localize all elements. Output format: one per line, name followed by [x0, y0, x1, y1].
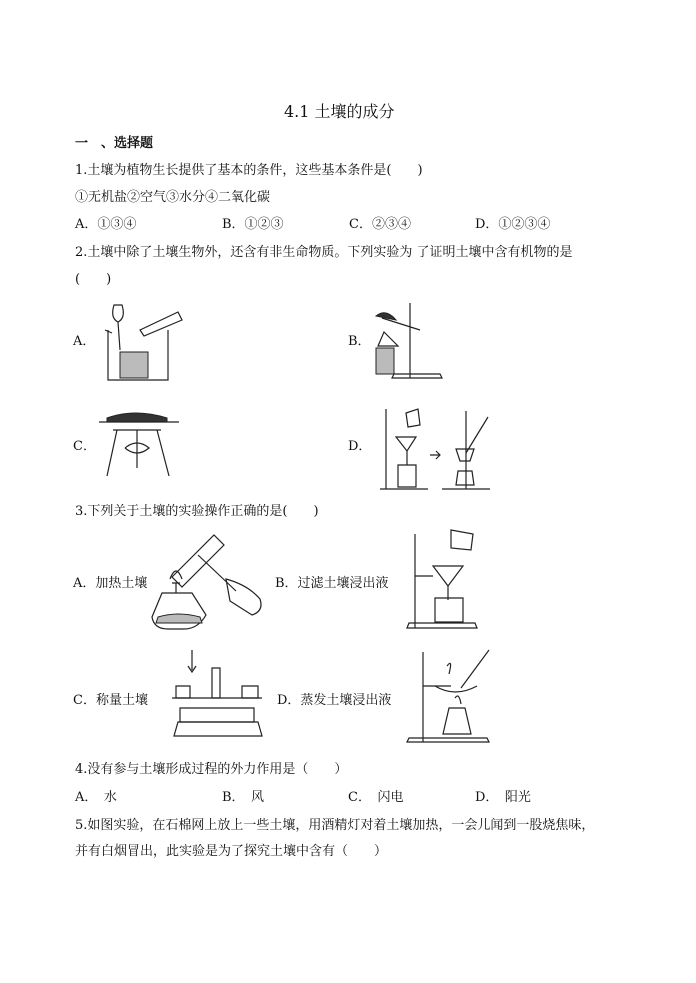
- q2-option-b: B．: [348, 334, 371, 349]
- q3-stem: 3.下列关于土壤的实验操作正确的是( ): [75, 504, 319, 519]
- q5-stem-line2: 并有白烟冒出，此实验是为了探究土壤中含有（ ）: [75, 844, 388, 859]
- q4-option-b: B． 风: [222, 790, 265, 805]
- q2-stem-line2: ( ): [75, 272, 112, 287]
- q2-option-d: D．: [348, 439, 372, 454]
- balance-scale-figure: [170, 648, 270, 743]
- q1-option-a: A．①③④: [75, 217, 137, 232]
- q2-stem-line1: 2.土壤中除了土壤生物外，还含有非生命物质。下列实验为 了证明土壤中含有机物的是: [75, 245, 573, 260]
- q4-option-d: D． 阳光: [475, 790, 531, 805]
- q1-option-b: B．①②③: [222, 217, 284, 232]
- q2-option-a: A．: [73, 334, 96, 349]
- q4-stem: 4.没有参与土壤形成过程的外力作用是（ ）: [75, 762, 348, 777]
- q3-option-b: B．过滤土壤浸出液: [275, 576, 389, 591]
- q3-option-c: C．称量土壤: [73, 693, 148, 708]
- q4-option-c: C． 闪电: [348, 790, 404, 805]
- tripod-wire-gauze-figure: [95, 408, 185, 483]
- heating-soil-tube-figure: [148, 533, 273, 633]
- section-heading: 一 、选择题: [75, 136, 154, 151]
- q1-stem: 1.土壤为植物生长提供了基本的条件，这些基本条件是( ): [75, 163, 423, 178]
- q2-option-c: C．: [73, 439, 96, 454]
- evaporation-dish-figure: [405, 648, 495, 746]
- q3-option-d: D．蒸发土壤浸出液: [277, 693, 392, 708]
- q1-extra: ①无机盐②空气③水分④二氧化碳: [75, 190, 271, 205]
- page-title: 4.1 土壤的成分: [284, 102, 395, 121]
- filter-evaporate-figure: [376, 403, 496, 493]
- iron-stand-heating-figure: [372, 298, 452, 383]
- filtration-setup-figure: [405, 528, 485, 633]
- q1-option-d: D．①②③④: [475, 217, 551, 232]
- q1-option-c: C．②③④: [349, 217, 411, 232]
- q5-stem-line1: 5.如图实验，在石棉网上放上一些土壤，用酒精灯对着土壤加热，一会儿闻到一股烧焦味，: [75, 818, 595, 833]
- q4-option-a: A． 水: [75, 790, 117, 805]
- q3-option-a: A．加热土壤: [73, 576, 148, 591]
- beaker-with-soil-figure: [100, 300, 190, 385]
